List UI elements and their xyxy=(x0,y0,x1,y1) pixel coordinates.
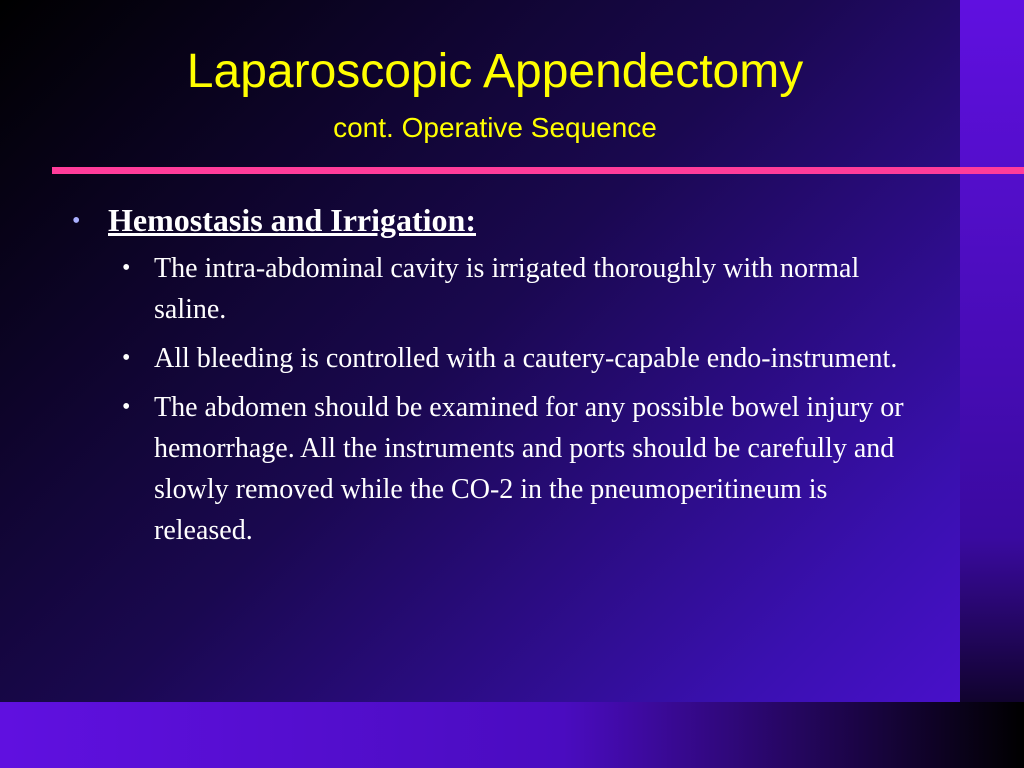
point-list xyxy=(72,248,932,551)
point-text: All bleeding is controlled with a cautery-capable endo-instrument. xyxy=(154,342,898,374)
title-divider xyxy=(52,167,1024,174)
point-text: The intra-abdominal cavity is irrigated thoroughly with normal saline. xyxy=(154,252,860,325)
slide-content xyxy=(72,200,932,559)
bullet-icon: • xyxy=(122,254,131,281)
list-item xyxy=(72,387,932,551)
section-heading: Hemostasis and Irrigation: xyxy=(108,202,476,238)
bullet-icon: • xyxy=(122,393,131,420)
list-item xyxy=(72,248,932,330)
point-text: The abdomen should be examined for any possible bowel injury or hemorrhage. All the instruments and ports should be carefully and slowly removed while the CO-2 in the pneumoperitineum is released. xyxy=(154,391,904,546)
bullet-icon: • xyxy=(122,344,131,371)
bullet-icon: • xyxy=(72,208,81,234)
slide-subtitle: cont. Operative Sequence xyxy=(333,112,657,143)
slide-title: Laparoscopic Appendectomy xyxy=(186,45,804,98)
list-item xyxy=(72,338,932,379)
section-item xyxy=(72,200,932,242)
decorative-bottom-bar xyxy=(0,702,1024,768)
